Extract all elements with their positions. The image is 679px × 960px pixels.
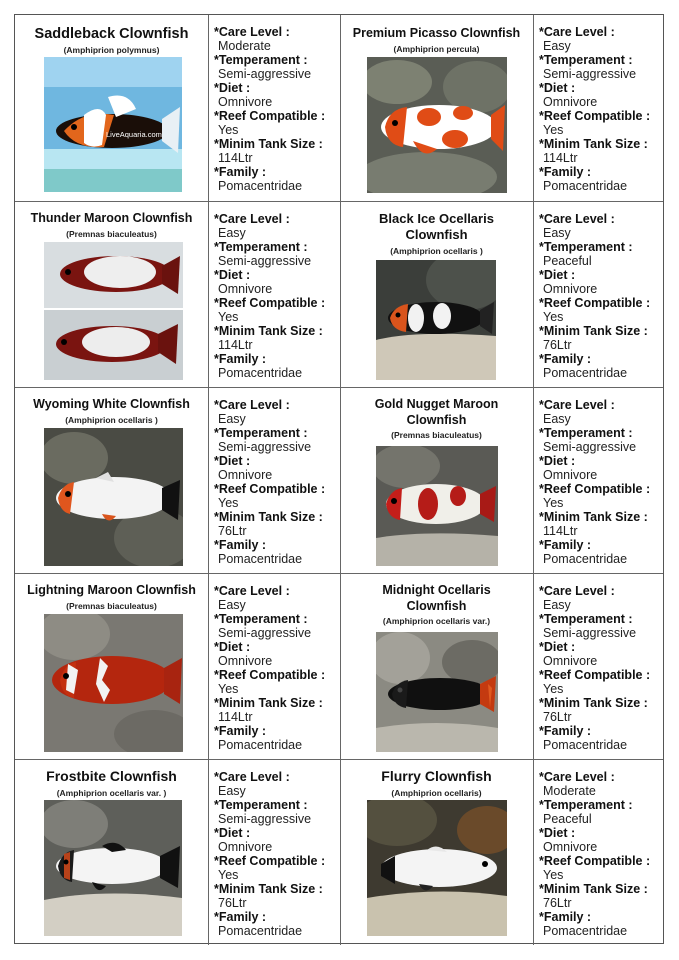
fish-card-gold-nugget	[340, 388, 533, 573]
care-level-label: *Care Level :	[539, 770, 615, 784]
diet-value: Omnivore	[543, 282, 598, 296]
care-level-label: *Care Level :	[214, 212, 290, 226]
care-level-label: *Care Level :	[539, 584, 615, 598]
temperament-value: Semi-aggressive	[218, 626, 312, 640]
family-value: Pomacentridae	[543, 924, 628, 938]
fish-card-lightning-maroon	[15, 574, 208, 759]
diet-label: *Diet :	[214, 268, 251, 282]
photo-watermark: LiveAquaria.com	[106, 130, 162, 139]
family-label: *Family :	[539, 910, 592, 924]
fish-photo-premium-picasso	[367, 57, 507, 193]
temperament-label: *Temperament :	[539, 426, 633, 440]
tank-size-label: *Minim Tank Size :	[539, 696, 648, 710]
tank-size-value: 114Ltr	[218, 151, 253, 165]
reef-compatible-value: Yes	[543, 868, 564, 882]
family-value: Pomacentridae	[543, 738, 628, 752]
fish-name: Flurry Clownfish	[381, 768, 492, 784]
fish-specs-thunder-maroon	[208, 202, 340, 387]
flurry-clownfish-image	[367, 800, 507, 936]
tank-size-value: 76Ltr	[218, 524, 247, 538]
temperament-label: *Temperament :	[214, 798, 308, 812]
family-value: Pomacentridae	[543, 366, 628, 380]
diet-label: *Diet :	[539, 826, 576, 840]
reef-compatible-value: Yes	[218, 310, 239, 324]
fish-card-saddleback	[15, 15, 208, 201]
family-label: *Family :	[539, 724, 592, 738]
tank-size-label: *Minim Tank Size :	[214, 882, 323, 896]
tank-size-value: 114Ltr	[218, 338, 253, 352]
tank-size-label: *Minim Tank Size :	[539, 510, 648, 524]
family-label: *Family :	[539, 165, 592, 179]
family-label: *Family :	[214, 165, 267, 179]
fish-name: Lightning Maroon Clownfish	[27, 583, 196, 597]
fish-card-thunder-maroon	[15, 202, 208, 387]
family-label: *Family :	[214, 352, 267, 366]
fish-photo-gold-nugget	[376, 446, 498, 566]
diet-value: Omnivore	[543, 840, 598, 854]
fish-specs-premium-picasso	[533, 15, 665, 201]
diet-value: Omnivore	[218, 95, 273, 109]
diet-value: Omnivore	[543, 468, 598, 482]
fish-scientific-name: (Amphiprion ocellaris var.)	[382, 616, 491, 627]
fish-specs-midnight-ocellaris	[533, 574, 665, 759]
care-level-value: Easy	[543, 598, 571, 612]
care-level-label: *Care Level :	[214, 770, 290, 784]
fish-scientific-name: (Amphiprion ocellaris )	[65, 414, 158, 425]
fish-card-midnight-ocellaris	[340, 574, 533, 759]
fish-card-premium-picasso	[340, 15, 533, 201]
fish-scientific-name: (Premnas biaculeatus)	[66, 600, 157, 611]
fish-photo-saddleback	[44, 57, 182, 192]
care-level-label: *Care Level :	[539, 398, 615, 412]
temperament-label: *Temperament :	[539, 240, 633, 254]
fish-name: Black Ice Ocellaris Clownfish	[379, 211, 494, 243]
fish-photo-wyoming-white	[44, 428, 183, 566]
family-label: *Family :	[214, 538, 267, 552]
fish-name: Gold Nugget Maroon Clownfish	[374, 397, 499, 427]
family-label: *Family :	[214, 910, 267, 924]
tank-size-label: *Minim Tank Size :	[539, 137, 648, 151]
family-value: Pomacentridae	[218, 552, 303, 566]
reef-compatible-value: Yes	[218, 868, 239, 882]
fish-row-5	[15, 759, 663, 945]
reef-compatible-value: Yes	[218, 123, 239, 137]
fish-specs-wyoming-white	[208, 388, 340, 573]
fish-name: Premium Picasso Clownfish	[352, 26, 521, 40]
diet-label: *Diet :	[214, 826, 251, 840]
tank-size-label: *Minim Tank Size :	[539, 882, 648, 896]
black-ice-clownfish-image	[376, 260, 496, 380]
tank-size-value: 114Ltr	[543, 151, 578, 165]
care-level-value: Moderate	[218, 39, 271, 53]
fish-specs-lightning-maroon	[208, 574, 340, 759]
diet-label: *Diet :	[539, 81, 576, 95]
diet-value: Omnivore	[543, 654, 598, 668]
fish-photo-lightning-maroon	[44, 614, 183, 752]
diet-label: *Diet :	[539, 640, 576, 654]
fish-photo-black-ice	[376, 260, 496, 380]
fish-scientific-name: (Premnas biaculeatus)	[66, 228, 157, 239]
reef-compatible-label: *Reef Compatible :	[214, 482, 326, 496]
reef-compatible-label: *Reef Compatible :	[214, 109, 326, 123]
fish-scientific-name: (Amphiprion polymnus)	[63, 45, 160, 56]
tank-size-value: 76Ltr	[543, 338, 572, 352]
reef-compatible-value: Yes	[543, 123, 564, 137]
fish-row-4	[15, 573, 663, 759]
care-level-label: *Care Level :	[214, 398, 290, 412]
family-label: *Family :	[539, 538, 592, 552]
care-level-value: Easy	[543, 39, 571, 53]
fish-row-2	[15, 201, 663, 387]
tank-size-value: 76Ltr	[543, 710, 572, 724]
care-level-value: Easy	[543, 226, 571, 240]
temperament-value: Semi-aggressive	[543, 67, 637, 81]
fish-card-flurry	[340, 760, 533, 945]
family-value: Pomacentridae	[218, 924, 303, 938]
temperament-label: *Temperament :	[214, 612, 308, 626]
care-level-value: Easy	[543, 412, 571, 426]
fish-name: Wyoming White Clownfish	[33, 397, 190, 411]
tank-size-label: *Minim Tank Size :	[214, 696, 323, 710]
lightning-maroon-clownfish-image	[44, 614, 183, 752]
fish-row-1	[15, 15, 663, 201]
tank-size-value: 114Ltr	[218, 710, 253, 724]
fish-name: Saddleback Clownfish	[34, 26, 189, 42]
family-label: *Family :	[539, 352, 592, 366]
family-value: Pomacentridae	[218, 366, 303, 380]
frostbite-clownfish-image	[44, 800, 182, 936]
tank-size-label: *Minim Tank Size :	[214, 510, 323, 524]
diet-label: *Diet :	[214, 640, 251, 654]
fish-scientific-name: (Amphiprion ocellaris )	[390, 245, 483, 256]
diet-value: Omnivore	[218, 840, 273, 854]
reef-compatible-value: Yes	[543, 682, 564, 696]
temperament-label: *Temperament :	[214, 426, 308, 440]
fish-photo-thunder-maroon	[44, 242, 183, 380]
fish-scientific-name: (Premnas biaculeatus)	[391, 430, 482, 441]
tank-size-label: *Minim Tank Size :	[214, 137, 323, 151]
gold-nugget-clownfish-image	[376, 446, 498, 566]
temperament-value: Semi-aggressive	[218, 812, 312, 826]
reef-compatible-value: Yes	[218, 496, 239, 510]
diet-value: Omnivore	[218, 282, 273, 296]
family-label: *Family :	[214, 724, 267, 738]
reef-compatible-label: *Reef Compatible :	[539, 668, 651, 682]
diet-value: Omnivore	[218, 468, 273, 482]
temperament-value: Semi-aggressive	[218, 440, 312, 454]
fish-photo-frostbite	[44, 800, 182, 936]
care-level-value: Easy	[218, 598, 246, 612]
reef-compatible-value: Yes	[218, 682, 239, 696]
temperament-value: Semi-aggressive	[543, 440, 637, 454]
reef-compatible-label: *Reef Compatible :	[214, 296, 326, 310]
reef-compatible-label: *Reef Compatible :	[539, 109, 651, 123]
temperament-value: Peaceful	[543, 254, 592, 268]
fish-card-wyoming-white	[15, 388, 208, 573]
tank-size-value: 114Ltr	[543, 524, 578, 538]
temperament-label: *Temperament :	[214, 53, 308, 67]
reef-compatible-label: *Reef Compatible :	[539, 296, 651, 310]
thunder-maroon-clownfish-image	[44, 242, 183, 380]
temperament-value: Peaceful	[543, 812, 592, 826]
tank-size-value: 76Ltr	[543, 896, 572, 910]
care-level-label: *Care Level :	[214, 25, 290, 39]
fish-card-black-ice	[340, 202, 533, 387]
fish-row-3	[15, 387, 663, 573]
temperament-label: *Temperament :	[539, 612, 633, 626]
tank-size-label: *Minim Tank Size :	[539, 324, 648, 338]
fish-photo-flurry	[367, 800, 507, 936]
midnight-ocellaris-clownfish-image	[376, 632, 498, 752]
reef-compatible-label: *Reef Compatible :	[214, 668, 326, 682]
fish-specs-saddleback	[208, 15, 340, 201]
reef-compatible-label: *Reef Compatible :	[214, 854, 326, 868]
saddleback-clownfish-image	[44, 57, 182, 192]
fish-scientific-name: (Amphiprion ocellaris var. )	[56, 787, 167, 798]
care-level-value: Moderate	[543, 784, 596, 798]
reef-compatible-label: *Reef Compatible :	[539, 482, 651, 496]
fish-scientific-name: (Amphiprion ocellaris)	[391, 787, 482, 798]
family-value: Pomacentridae	[218, 738, 303, 752]
temperament-label: *Temperament :	[539, 53, 633, 67]
care-level-value: Easy	[218, 412, 246, 426]
care-level-value: Easy	[218, 226, 246, 240]
family-value: Pomacentridae	[543, 552, 628, 566]
fish-specs-frostbite	[208, 760, 340, 945]
reef-compatible-label: *Reef Compatible :	[539, 854, 651, 868]
care-level-value: Easy	[218, 784, 246, 798]
wyoming-white-clownfish-image	[44, 428, 183, 566]
care-level-label: *Care Level :	[539, 25, 615, 39]
fish-specs-black-ice	[533, 202, 665, 387]
diet-value: Omnivore	[218, 654, 273, 668]
family-value: Pomacentridae	[218, 179, 303, 193]
care-level-label: *Care Level :	[539, 212, 615, 226]
tank-size-label: *Minim Tank Size :	[214, 324, 323, 338]
fish-card-frostbite	[15, 760, 208, 945]
diet-label: *Diet :	[539, 454, 576, 468]
fish-photo-midnight-ocellaris	[376, 632, 498, 752]
reef-compatible-value: Yes	[543, 496, 564, 510]
temperament-label: *Temperament :	[539, 798, 633, 812]
reef-compatible-value: Yes	[543, 310, 564, 324]
care-level-label: *Care Level :	[214, 584, 290, 598]
fish-specs-gold-nugget	[533, 388, 665, 573]
premium-picasso-clownfish-image	[367, 57, 507, 193]
family-value: Pomacentridae	[543, 179, 628, 193]
diet-label: *Diet :	[539, 268, 576, 282]
fish-specs-flurry	[533, 760, 665, 945]
temperament-value: Semi-aggressive	[218, 254, 312, 268]
fish-guide-sheet	[14, 14, 664, 944]
fish-name: Midnight Ocellaris Clownfish	[382, 583, 491, 613]
fish-name: Frostbite Clownfish	[46, 768, 177, 784]
diet-value: Omnivore	[543, 95, 598, 109]
temperament-value: Semi-aggressive	[543, 626, 637, 640]
fish-scientific-name: (Amphiprion percula)	[393, 43, 480, 54]
temperament-value: Semi-aggressive	[218, 67, 312, 81]
diet-label: *Diet :	[214, 81, 251, 95]
diet-label: *Diet :	[214, 454, 251, 468]
fish-name: Thunder Maroon Clownfish	[30, 211, 193, 225]
tank-size-value: 76Ltr	[218, 896, 247, 910]
temperament-label: *Temperament :	[214, 240, 308, 254]
